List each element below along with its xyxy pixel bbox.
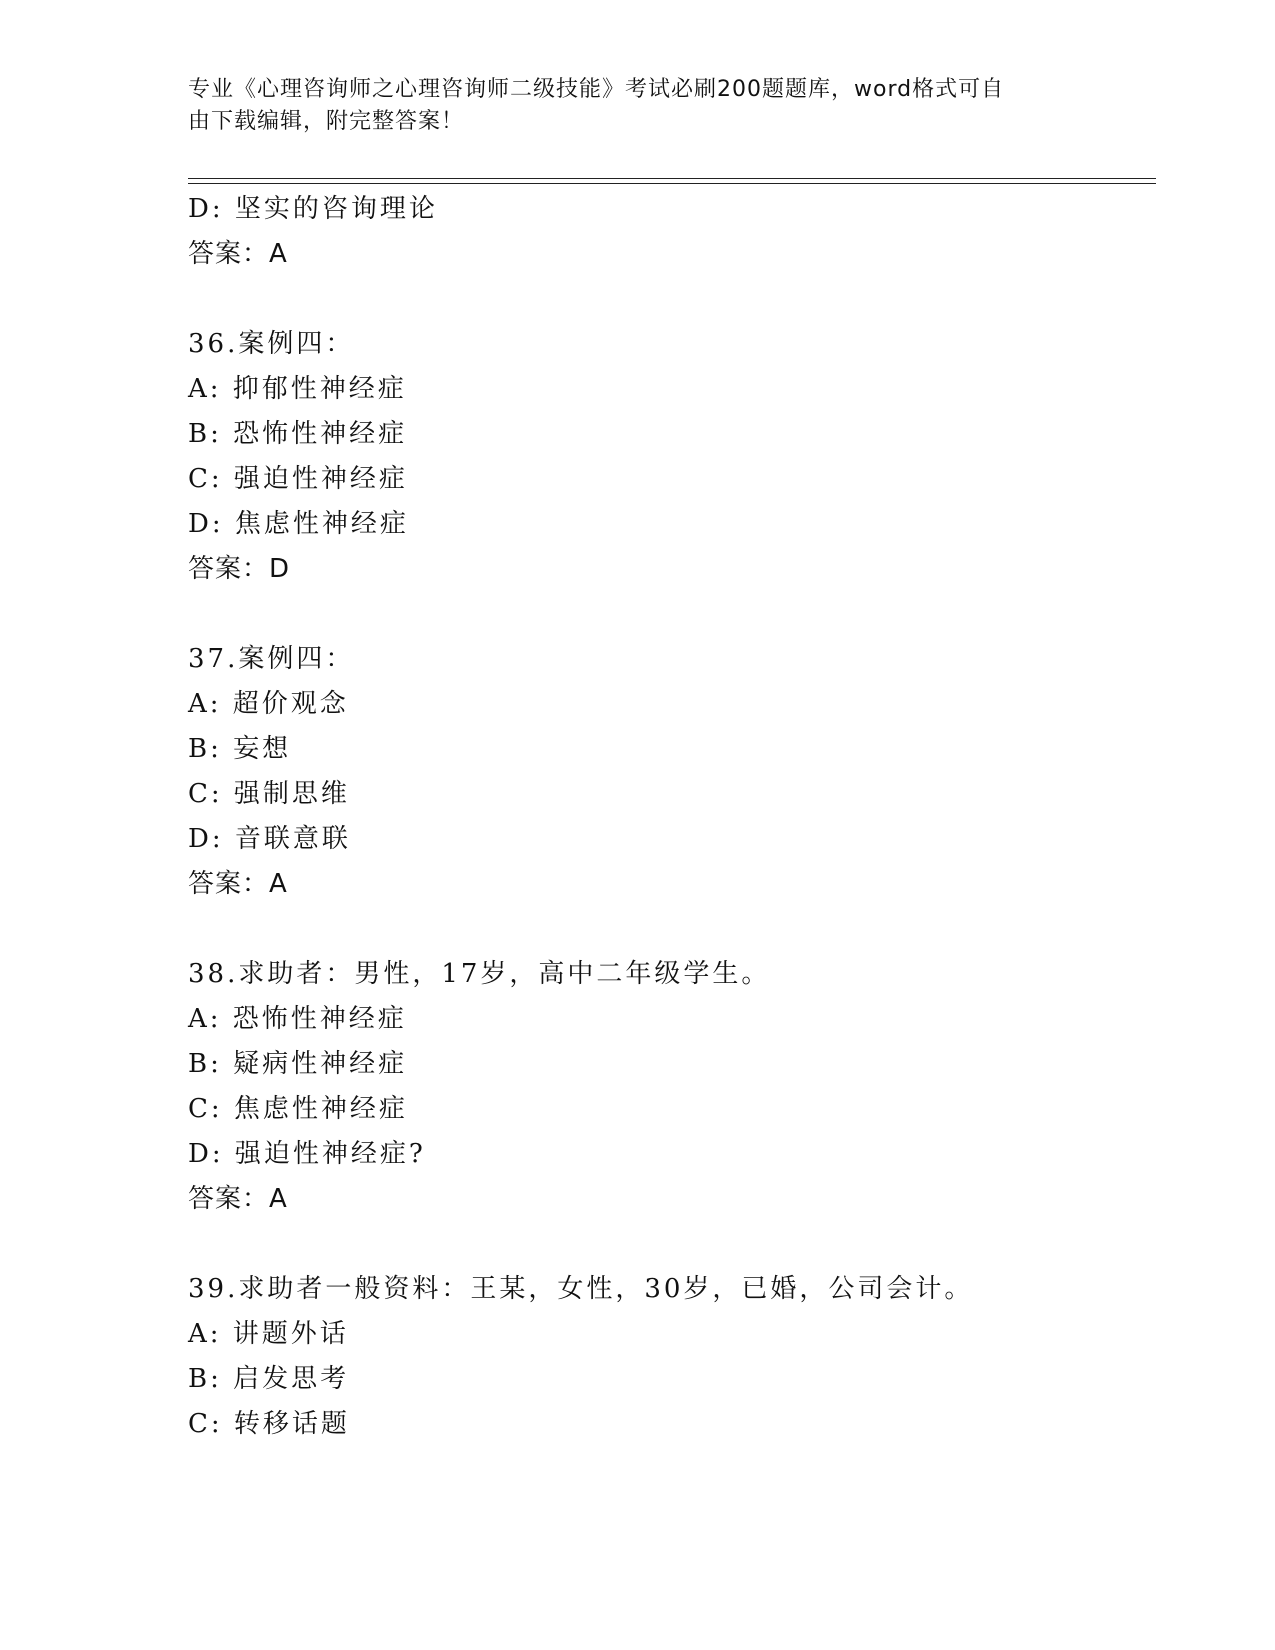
header-intro-line-1: 专业《心理咨询师之心理咨询师二级技能》考试必刷200题题库，word格式可自 — [188, 77, 1005, 102]
question-36-option-d: D: 焦虑性神经症 — [188, 509, 409, 539]
header-intro-line-2: 由下载编辑，附完整答案！ — [188, 109, 465, 134]
question-38-option-d: D: 强迫性神经症? — [188, 1139, 426, 1169]
question-39-option-c: C: 转移话题 — [188, 1409, 350, 1439]
document-header — [188, 74, 1068, 138]
prev-question-answer: 答案：A — [188, 239, 288, 269]
question-37-option-a: A: 超价观念 — [188, 689, 349, 719]
question-36-option-c: C: 强迫性神经症 — [188, 464, 408, 494]
question-38-answer: 答案：A — [188, 1184, 288, 1214]
header-divider-bottom — [188, 183, 1156, 184]
question-39-text: 39.求助者一般资料：王某，女性，30岁，已婚，公司会计。 — [188, 1274, 974, 1304]
question-38-option-c: C: 焦虑性神经症 — [188, 1094, 408, 1124]
question-38-text: 38.求助者：男性，17岁，高中二年级学生。 — [188, 959, 771, 989]
question-37-text: 37.案例四： — [188, 644, 355, 674]
question-36-option-b: B: 恐怖性神经症 — [188, 419, 408, 449]
prev-question-option-d: D: 坚实的咨询理论 — [188, 194, 438, 224]
question-36-answer: 答案：D — [188, 554, 291, 584]
question-38-option-b: B: 疑病性神经症 — [188, 1049, 408, 1079]
question-36-option-a: A: 抑郁性神经症 — [188, 374, 407, 404]
question-37-answer: 答案：A — [188, 869, 288, 899]
question-39-option-a: A: 讲题外话 — [188, 1319, 349, 1349]
question-37-option-c: C: 强制思维 — [188, 779, 350, 809]
question-36-text: 36.案例四： — [188, 329, 355, 359]
question-39-option-b: B: 启发思考 — [188, 1364, 350, 1394]
question-37-option-b: B: 妄想 — [188, 734, 292, 764]
header-divider-top — [188, 178, 1156, 179]
question-38-option-a: A: 恐怖性神经症 — [188, 1004, 407, 1034]
question-37-option-d: D: 音联意联 — [188, 824, 351, 854]
